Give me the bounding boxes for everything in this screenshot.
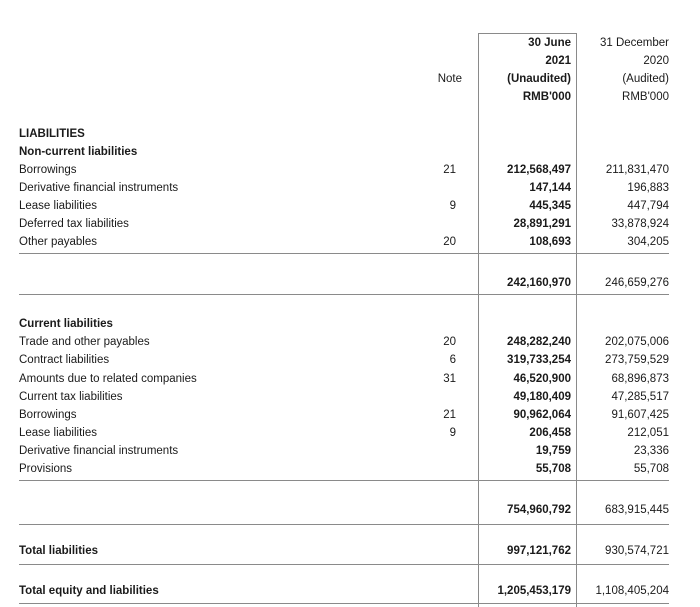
row-current-value: 49,180,409 <box>513 391 571 403</box>
divider <box>19 294 669 295</box>
header-current-unit: RMB'000 <box>522 91 571 103</box>
row-note: 20 <box>443 236 456 248</box>
row-previous-value: 196,883 <box>627 182 669 194</box>
row-previous-value: 273,759,529 <box>605 354 669 366</box>
row-note: 20 <box>443 336 456 348</box>
row-previous-value: 33,878,924 <box>611 218 669 230</box>
divider <box>19 603 669 604</box>
row-previous-value: 447,794 <box>627 200 669 212</box>
row-previous-value: 91,607,425 <box>611 409 669 421</box>
header-previous-date: 31 December <box>599 37 669 49</box>
section-non-current-liabilities: Non-current liabilities <box>19 146 138 158</box>
row-previous-value: 212,051 <box>627 427 669 439</box>
row-current-value: 28,891,291 <box>513 218 571 230</box>
header-previous-unit: RMB'000 <box>622 91 669 103</box>
header-previous-status: (Audited) <box>622 73 669 85</box>
row-current-value: 55,708 <box>535 463 571 475</box>
current-total-previous: 683,915,445 <box>605 504 669 516</box>
row-label: Deferred tax liabilities <box>19 218 129 230</box>
row-current-value: 46,520,900 <box>513 373 571 385</box>
row-label: Amounts due to related companies <box>19 373 197 385</box>
non-current-total-previous: 246,659,276 <box>605 277 669 289</box>
header-previous-year: 2020 <box>643 55 669 67</box>
row-label: Current tax liabilities <box>19 391 123 403</box>
row-label: Derivative financial instruments <box>19 445 179 457</box>
divider <box>19 524 669 525</box>
current-total-current: 754,960,792 <box>507 504 571 516</box>
row-previous-value: 304,205 <box>627 236 669 248</box>
non-current-total-current: 242,160,970 <box>507 277 571 289</box>
row-current-value: 248,282,240 <box>507 336 571 348</box>
row-current-value: 19,759 <box>535 445 571 457</box>
row-previous-value: 23,336 <box>633 445 669 457</box>
section-liabilities: LIABILITIES <box>19 128 85 140</box>
total-equity-and-liabilities-previous: 1,108,405,204 <box>595 585 669 597</box>
header-current-date: 30 June <box>528 37 571 49</box>
row-label: Derivative financial instruments <box>19 182 179 194</box>
section-current-liabilities: Current liabilities <box>19 318 113 330</box>
row-previous-value: 55,708 <box>633 463 669 475</box>
total-liabilities-previous: 930,574,721 <box>605 545 669 557</box>
row-label: Other payables <box>19 236 97 248</box>
row-current-value: 108,693 <box>529 236 571 248</box>
row-label: Provisions <box>19 463 73 475</box>
row-current-value: 445,345 <box>529 200 571 212</box>
row-previous-value: 68,896,873 <box>611 373 669 385</box>
total-liabilities-current: 997,121,762 <box>507 545 571 557</box>
row-label: Borrowings <box>19 164 77 176</box>
total-equity-and-liabilities-label: Total equity and liabilities <box>19 585 159 597</box>
current-period-column-frame <box>478 33 577 607</box>
row-note: 21 <box>443 164 456 176</box>
row-previous-value: 47,285,517 <box>611 391 669 403</box>
row-current-value: 147,144 <box>529 182 571 194</box>
divider <box>19 564 669 565</box>
row-label: Contract liabilities <box>19 354 110 366</box>
row-note: 9 <box>449 200 456 212</box>
row-note: 9 <box>449 427 456 439</box>
row-current-value: 212,568,497 <box>507 164 571 176</box>
divider <box>19 253 669 254</box>
row-current-value: 319,733,254 <box>507 354 571 366</box>
row-current-value: 90,962,064 <box>513 409 571 421</box>
row-previous-value: 211,831,470 <box>605 164 669 176</box>
divider <box>19 480 669 481</box>
row-note: 6 <box>449 354 456 366</box>
row-note: 21 <box>443 409 456 421</box>
row-label: Lease liabilities <box>19 200 97 212</box>
row-current-value: 206,458 <box>529 427 571 439</box>
header-current-status: (Unaudited) <box>507 73 571 85</box>
row-label: Trade and other payables <box>19 336 150 348</box>
row-label: Lease liabilities <box>19 427 97 439</box>
header-note: Note <box>437 73 462 85</box>
total-liabilities-label: Total liabilities <box>19 545 99 557</box>
total-equity-and-liabilities-current: 1,205,453,179 <box>497 585 571 597</box>
header-current-year: 2021 <box>545 55 571 67</box>
row-label: Borrowings <box>19 409 77 421</box>
row-note: 31 <box>443 373 456 385</box>
row-previous-value: 202,075,006 <box>605 336 669 348</box>
